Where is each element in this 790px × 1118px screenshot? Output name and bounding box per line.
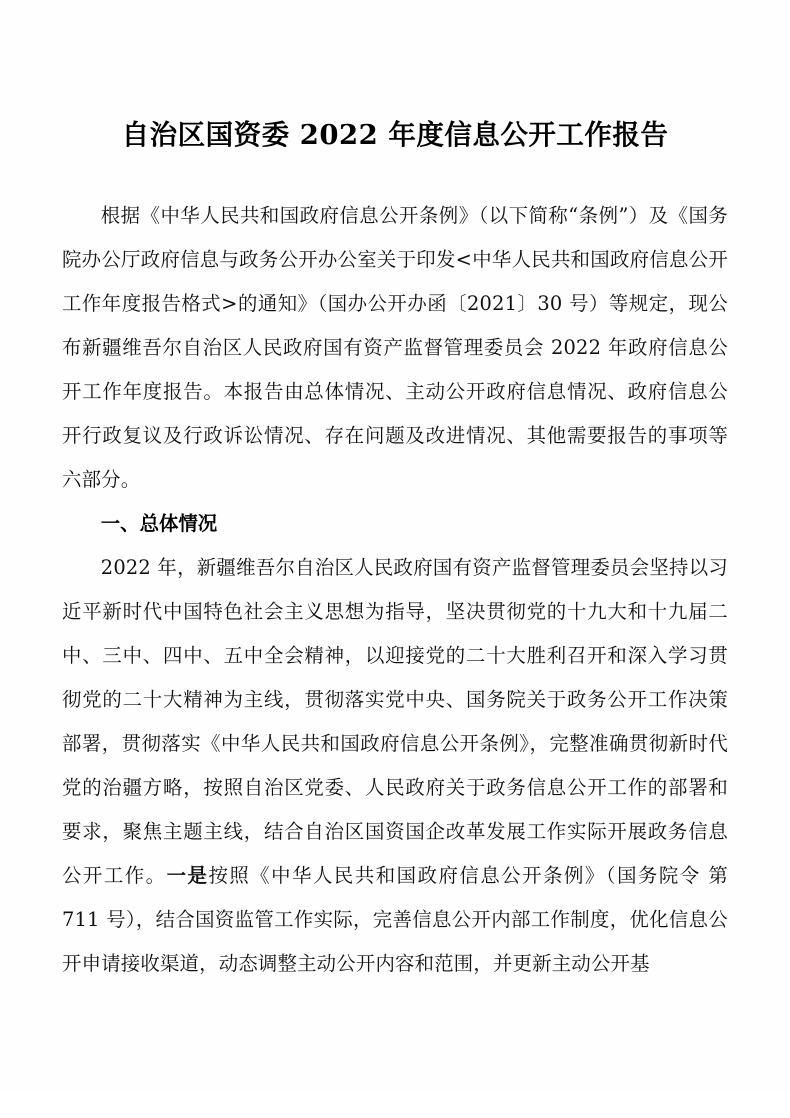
paragraph-overall-situation-part1: 2022 年，新疆维吾尔自治区人民政府国有资产监督管理委员会坚持以习近平新时代中国特色社会主义思想为指导，坚决贯彻党的十九大和十九届二中、三中、四中、五中全会精神，以迎接党的二十大胜利召开和深入学习贯彻党的二十大精神为主线，贯彻落实党中央、国务院关于政务公开工作决策部署，贯彻落实《中华人民共和国政府信息公开条例》，完整准确贯彻新时代党的治疆方略，按照自治区党委、人民政府关于政务信息公开工作的部署和要求，聚焦主题主线，结合自治区国资国企改革发展工作实际开展政务信息公开工作。 <box>62 555 728 887</box>
paragraph-overall-situation <box>62 546 728 986</box>
page-bottom-margin <box>0 1092 790 1118</box>
page-title: 自治区国资委 2022 年度信息公开工作报告 <box>121 119 669 151</box>
section-heading-overall-situation: 一、总体情况 <box>100 511 218 535</box>
document-body <box>62 194 728 986</box>
paragraph-intro: 根据《中华人民共和国政府信息公开条例》（以下简称“条例”）及《国务院办公厅政府信息与政务公开办公室关于印发<中华人民共和国政府信息公开工作年度报告格式>的通知》（国办公开办函〔2021〕30 号）等规定，现公布新疆维吾尔自治区人民政府国有资产监督管理委员会 2022 年政府信息公开工作年度报告。本报告由总体情况、主动公开政府信息情况、政府信息公开行政复议及行政诉讼情况、存在问题及改进情况、其他需要报告的事项等六部分。 <box>62 203 728 491</box>
paragraph-overall-situation-part2: 按照《中华人民共和国政府信息公开条例》（国务院令 第 711 号），结合国资监管工作实际，完善信息公开内部工作制度，优化信息公开申请接收渠道，动态调整主动公开内容和范围，并更新主动公开基 <box>62 863 729 975</box>
paragraph-overall-situation-emphasis: 一是 <box>166 863 209 887</box>
